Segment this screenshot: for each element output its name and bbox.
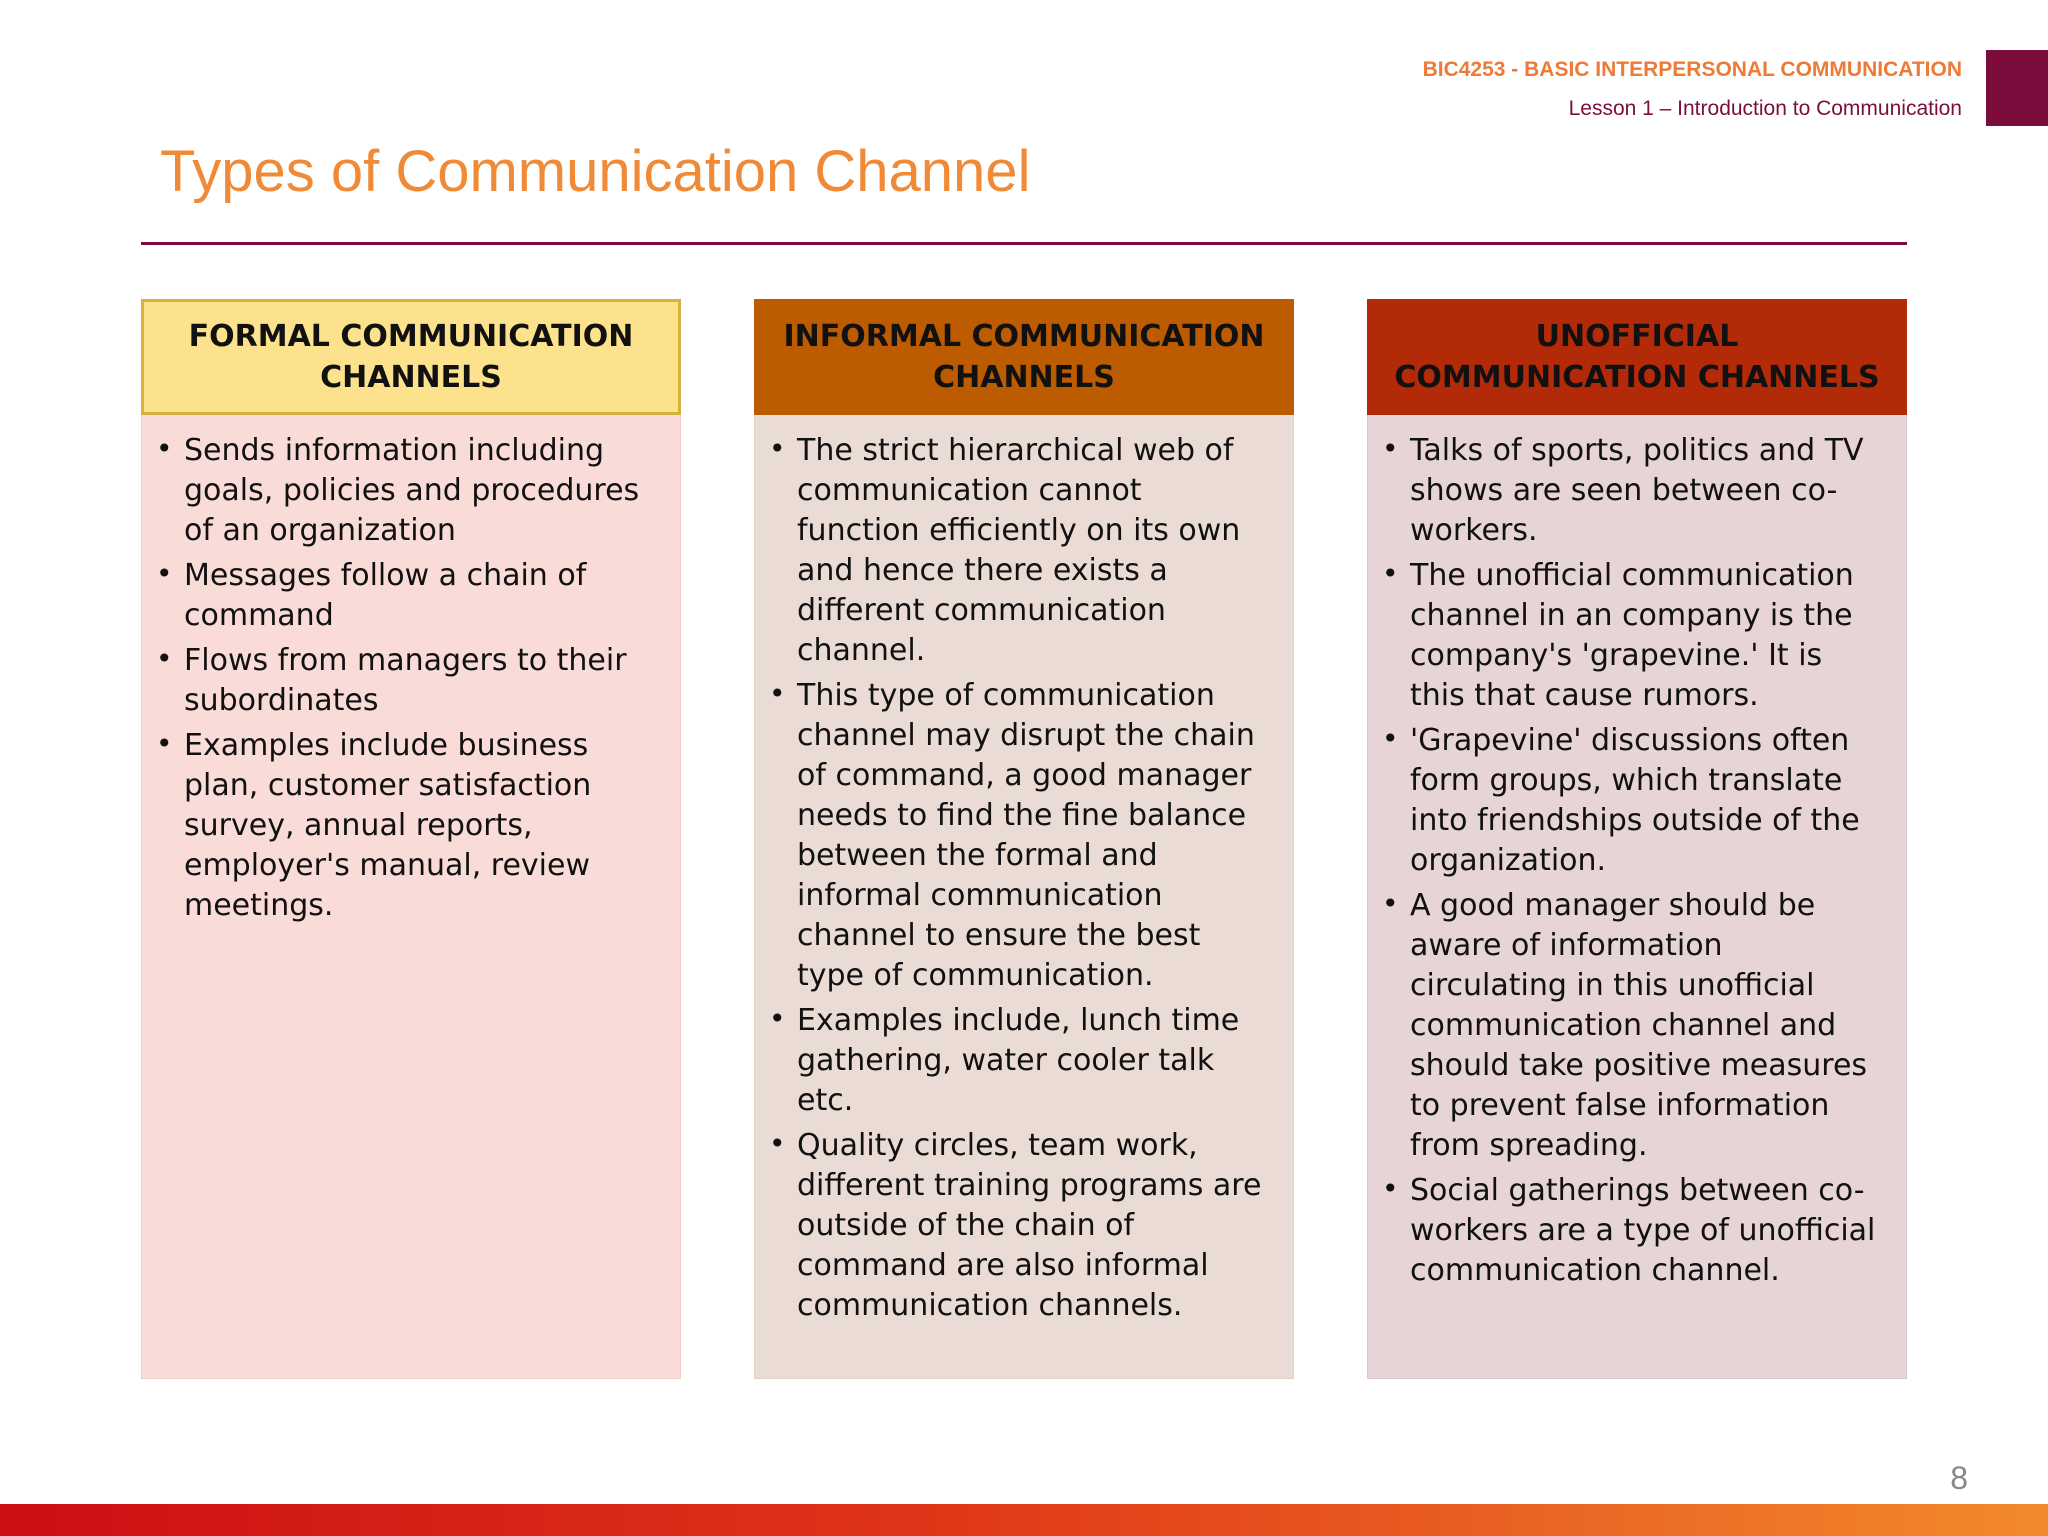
bullet-item: • Talks of sports, politics and TV shows are seen between co-workers. (1382, 431, 1884, 551)
column-heading: FORMAL COMMUNICATION CHANNELS (141, 299, 681, 415)
column-heading: INFORMAL COMMUNICATION CHANNELS (754, 299, 1294, 415)
bullet-item: • Social gatherings between co-workers are a type of unofficial communication channel. (1382, 1171, 1884, 1291)
unofficial-channels-column (1367, 299, 1907, 1379)
bullet-list (769, 431, 1271, 1326)
title-divider (141, 242, 1907, 245)
column-body (754, 415, 1294, 1379)
bullet-item: • Examples include, lunch time gathering, water cooler talk etc. (769, 1001, 1271, 1121)
column-body (141, 415, 681, 1379)
page-title: Types of Communication Channel (160, 139, 1031, 204)
bullet-item: • This type of communication channel may disrupt the chain of command, a good manager needs to find the fine balance between the formal and informal communication channel to ensure the best type of communication. (769, 676, 1271, 996)
column-body (1367, 415, 1907, 1379)
bullet-item: • Examples include business plan, customer satisfaction survey, annual reports, employer's manual, review meetings. (156, 726, 658, 926)
page-number: 8 (1950, 1460, 1968, 1496)
course-title: BIC4253 - BASIC INTERPERSONAL COMMUNICATION (1422, 58, 1962, 81)
lesson-title: Lesson 1 – Introduction to Communication (1568, 97, 1962, 120)
bullet-item: • A good manager should be aware of information circulating in this unofficial communication channel and should take positive measures to prevent false information from spreading. (1382, 886, 1884, 1166)
bullet-item: • The strict hierarchical web of communication cannot function efficiently on its own and hence there exists a different communication channel. (769, 431, 1271, 671)
bullet-item: • 'Grapevine' discussions often form groups, which translate into friendships outside of the organization. (1382, 721, 1884, 881)
bullet-list (1382, 431, 1884, 1291)
bullet-item: • Flows from managers to their subordinates (156, 641, 658, 721)
bullet-list (156, 431, 658, 926)
bullet-item: • Sends information including goals, policies and procedures of an organization (156, 431, 658, 551)
formal-channels-column (141, 299, 681, 1379)
bullet-item: • Quality circles, team work, different training programs are outside of the chain of command are also informal communication channels. (769, 1126, 1271, 1326)
footer-gradient-bar (0, 1504, 2048, 1536)
corner-accent-block (1986, 50, 2048, 126)
bullet-item: • The unofficial communication channel in an company is the company's 'grapevine.' It is this that cause rumors. (1382, 556, 1884, 716)
informal-channels-column (754, 299, 1294, 1379)
column-heading: UNOFFICIAL COMMUNICATION CHANNELS (1367, 299, 1907, 415)
bullet-item: • Messages follow a chain of command (156, 556, 658, 636)
